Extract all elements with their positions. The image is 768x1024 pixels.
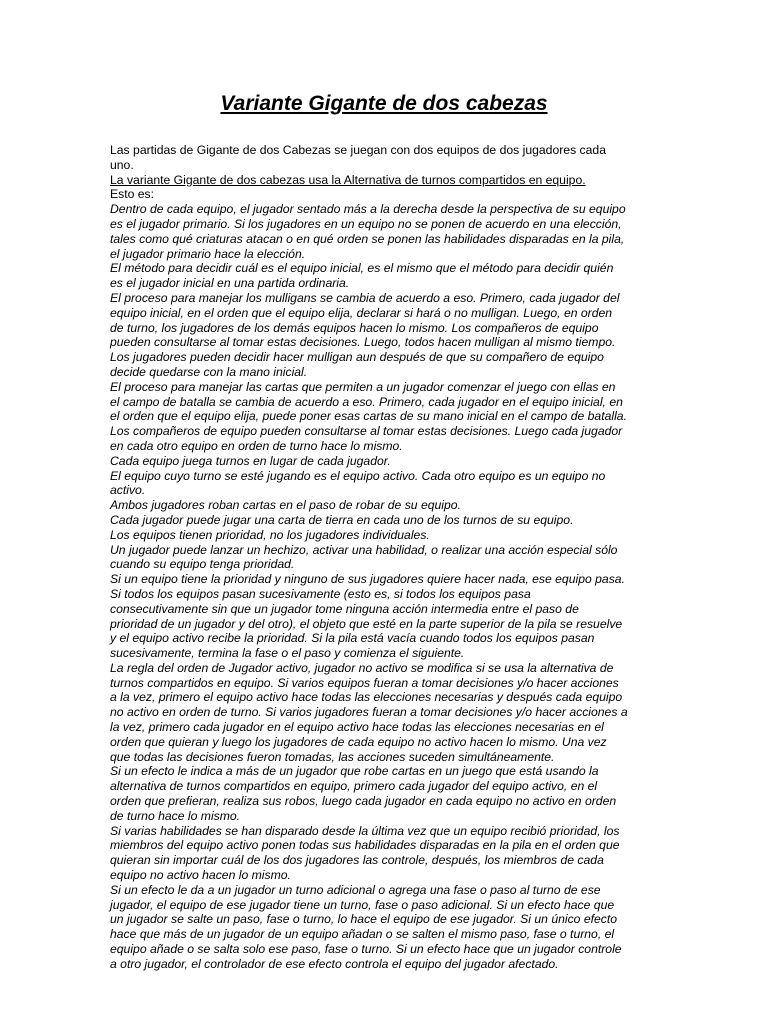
rules-line: la vez, primero cada jugador en el equipo activo hace todas las elecciones necesarias en el [110,720,604,735]
document-body [110,143,660,972]
rules-line: Los compañeros de equipo pueden consultarse al tomar estas decisiones. Luego cada jugador [110,424,623,439]
rules-line: y el equipo activo recibe la prioridad. Si la pila está vacía cuando todos los equipos pasan [110,631,595,646]
rules-line: un jugador se salte un paso, fase o turno, lo hace el equipo de ese jugador. Si un único efecto [110,912,618,927]
rules-line: no activo en orden de turno. Si varios jugadores fueran a tomar decisiones y/o hacer acciones a [110,705,628,720]
rules-line: en cada otro equipo en orden de turno hace lo mismo. [110,438,403,453]
rules-line: pueden consultarse al tomar estas decisiones. Luego, todos hacen mulligan al mismo tiempo. [110,335,616,350]
rules-line: alternativa de turnos compartidos en equipo, primero cada jugador del equipo activo, en el [110,779,598,794]
rules-line: turnos compartidos en equipo. Si varios equipos fueran a tomar decisiones y/o hacer acciones [110,675,619,690]
rules-line: de turno, los jugadores de los demás equipos hacen lo mismo. Los compañeros de equipo [110,320,599,335]
rules-line: Cada jugador puede jugar una carta de tierra en cada uno de los turnos de su equipo. [110,512,574,527]
rules-line: quieran sin importar cuál de los dos jugadores las controle, después, los miembros de cada [110,853,604,868]
rules-line: Si todos los equipos pasan sucesivamente (esto es, si todos los equipos pasa [110,586,531,601]
rules-line: tales como qué criaturas atacan o en qué orden se ponen las habilidades disparadas en la pila, [110,231,625,246]
document-title: Variante Gigante de dos cabezas [220,92,548,115]
rules-line: Dentro de cada equipo, el jugador sentado más a la derecha desde la perspectiva de su equipo [110,202,626,217]
rules-line: El proceso para manejar los mulligans se cambia de acuerdo a eso. Primero, cada jugador del [110,290,620,305]
rules-line: consecutivamente sin que un jugador tome ninguna acción intermedia entre el paso de [110,601,579,616]
rules-line: equipo no activo hacen lo mismo. [110,868,291,883]
rules-line: Los jugadores pueden decidir hacer mulligan aun después de que su compañero de equipo [110,350,604,365]
rules-line: La regla del orden de Jugador activo, jugador no activo se modifica si se usa la alternativa de [110,660,614,675]
rules-line: equipo añade o se salta solo ese paso, fase o turno. Si un efecto hace que un jugador controle [110,942,622,957]
rules-line: sucesivamente, termina la fase o el paso y comienza el siguiente. [110,646,465,661]
rules-line: Si varias habilidades se han disparado desde la última vez que un equipo recibió prioridad, los [110,823,620,838]
rules-line: orden que prefieran, realiza sus robos, luego cada jugador en cada equipo no activo en orden [110,794,617,809]
rules-line: activo. [110,483,146,498]
rules-text [110,202,660,971]
rules-line: orden que quieran y luego los jugadores de cada equipo no activo hacen lo mismo. Una vez [110,734,607,749]
rules-line: decide quedarse con la mano inicial. [110,364,308,379]
rules-line: El proceso para manejar las cartas que permiten a un jugador comenzar el juego con ellas en [110,379,616,394]
rules-line: equipo inicial, en el orden que el equipo elija, declarar si hará o no mulligan. Luego, en orden [110,305,613,320]
rules-line: el orden que el equipo elija, puede poner esas cartas de su mano inicial en el campo de batalla. [110,409,627,424]
rules-line: Si un equipo tiene la prioridad y ninguno de sus jugadores quiere hacer nada, ese equipo pasa. [110,572,625,587]
variant-statement: La variante Gigante de dos cabezas usa la Alternativa de turnos compartidos en equipo. [110,172,586,187]
rules-line: que todas las decisiones fueron tomadas, las acciones suceden simultáneamente. [110,749,555,764]
rules-line: Un jugador puede lanzar un hechizo, activar una habilidad, o realizar una acción especial sólo [110,542,618,557]
rules-line: Si un efecto le indica a más de un jugador que robe cartas en un juego que está usando la [110,764,599,779]
rules-line: Ambos jugadores roban cartas en el paso de robar de su equipo. [110,498,461,513]
rules-line: prioridad de un jugador y del otro), el objeto que esté en la parte superior de la pila se resuelve [110,616,623,631]
rules-line: Cada equipo juega turnos en lugar de cada jugador. [110,453,391,468]
rules-line: a la vez, primero el equipo activo hace todas las elecciones necesarias y después cada equipo [110,690,623,705]
esto-es-label: Esto es: [110,187,155,202]
rules-line: a otro jugador, el controlador de ese efecto controla el equipo del jugador afectado. [110,956,559,971]
intro-line: Las partidas de Gigante de dos Cabezas se juegan con dos equipos de dos jugadores cada [110,143,606,157]
rules-line: El equipo cuyo turno se esté jugando es el equipo activo. Cada otro equipo es un equipo no [110,468,606,483]
rules-line: cuando su equipo tenga prioridad. [110,557,295,572]
intro-line: uno. [110,157,134,172]
rules-line: Si un efecto le da a un jugador un turno adicional o agrega una fase o paso al turno de ese [110,882,601,897]
rules-line: es el jugador inicial en una partida ordinaria. [110,276,350,291]
rules-line: El método para decidir cuál es el equipo inicial, es el mismo que el método para decidir quién [110,261,614,276]
rules-line: Los equipos tienen prioridad, no los jugadores individuales. [110,527,430,542]
rules-line: de turno hace lo mismo. [110,808,241,823]
rules-line: jugador, el equipo de ese jugador tiene un turno, fase o paso adicional. Si un efecto hace que [110,897,615,912]
rules-line: el campo de batalla se cambia de acuerdo a eso. Primero, cada jugador en el equipo inicial, en [110,394,623,409]
rules-line: miembros del equipo activo ponen todas sus habilidades disparadas en la pila en el orden que [110,838,620,853]
rules-line: hace que más de un jugador de un equipo añadan o se salten el mismo paso, fase o turno, el [110,927,615,942]
rules-line: el jugador primario hace la elección. [110,246,306,261]
rules-line: es el jugador primario. Si los jugadores en un equipo no se ponen de acuerdo en una elección, [110,216,622,231]
